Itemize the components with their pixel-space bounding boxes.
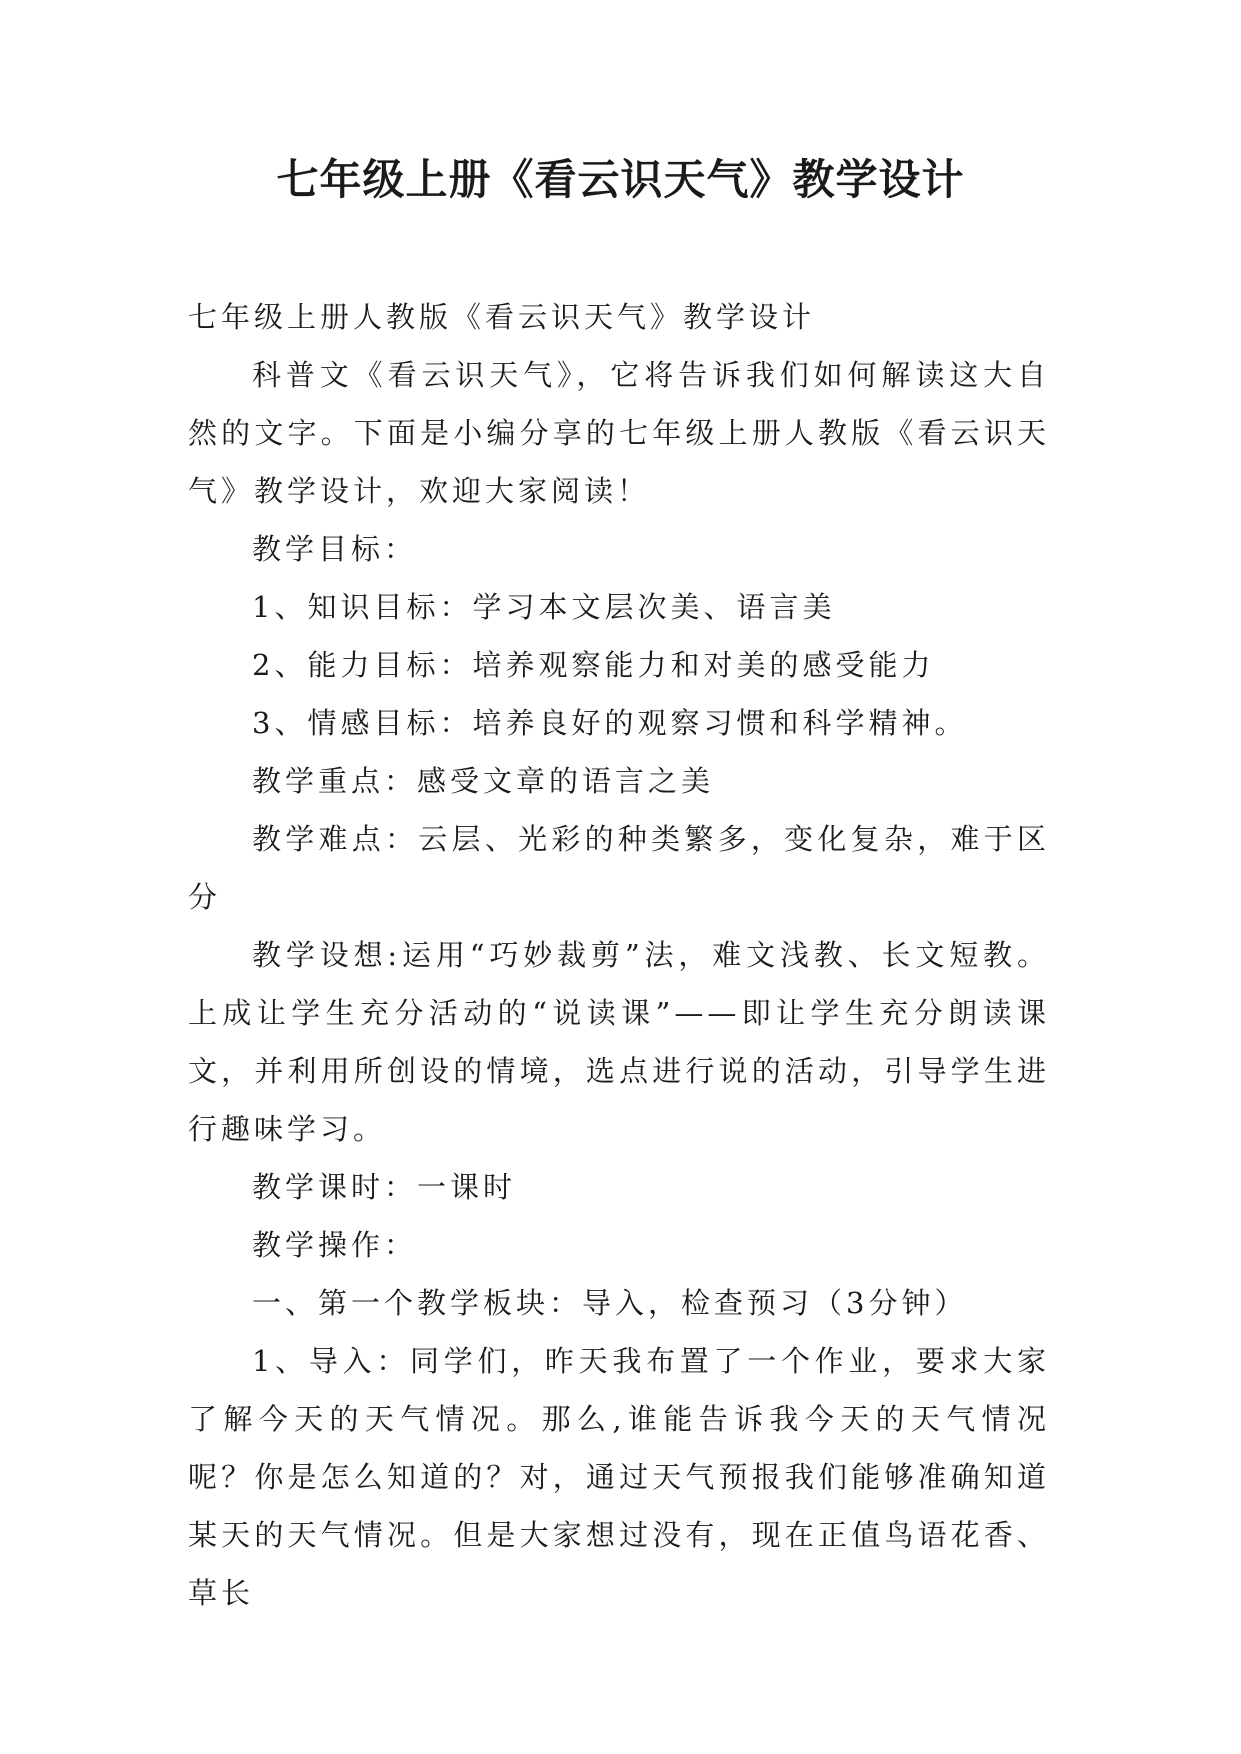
document-subtitle: 七年级上册人教版《看云识天气》教学设计 xyxy=(188,300,816,334)
paragraph: 教学目标： xyxy=(252,532,418,566)
paragraph: 科普文《看云识天气》，它将告诉我们如何解读这大自然的文字。下面是小编分享的七年级上册人教版《看云识天气》教学设计，欢迎大家阅读！ xyxy=(188,358,1050,508)
paragraph: 1、导入：同学们，昨天我布置了一个作业，要求大家了解今天的天气情况。那么,谁能告诉我今天的天气情况呢？你是怎么知道的？对，通过天气预报我们能够准确知道某天的天气情况。但是大家想过没有，现在正值鸟语花香、草长 xyxy=(188,1344,1050,1610)
paragraph: 2、能力目标：培养观察能力和对美的感受能力 xyxy=(252,648,935,682)
document-title: 七年级上册《看云识天气》教学设计 xyxy=(276,155,965,204)
paragraph: 教学操作： xyxy=(252,1228,418,1262)
document-body xyxy=(188,288,1050,1622)
paragraph: 教学设想:运用“巧妙裁剪”法，难文浅教、长文短教。上成让学生充分活动的“说读课”——即让学生充分朗读课文，并利用所创设的情境，选点进行说的活动，引导学生进行趣味学习。 xyxy=(188,938,1050,1146)
paragraph: 教学课时：一课时 xyxy=(252,1170,517,1204)
paragraph: 教学难点：云层、光彩的种类繁多，变化复杂，难于区分 xyxy=(188,822,1050,914)
paragraph: 3、情感目标：培养良好的观察习惯和科学精神。 xyxy=(252,706,968,740)
paragraph: 1、知识目标：学习本文层次美、语言美 xyxy=(252,590,836,624)
paragraph: 教学重点：感受文章的语言之美 xyxy=(252,764,715,798)
paragraph: 一、第一个教学板块：导入，检查预习（3分钟） xyxy=(252,1286,968,1320)
